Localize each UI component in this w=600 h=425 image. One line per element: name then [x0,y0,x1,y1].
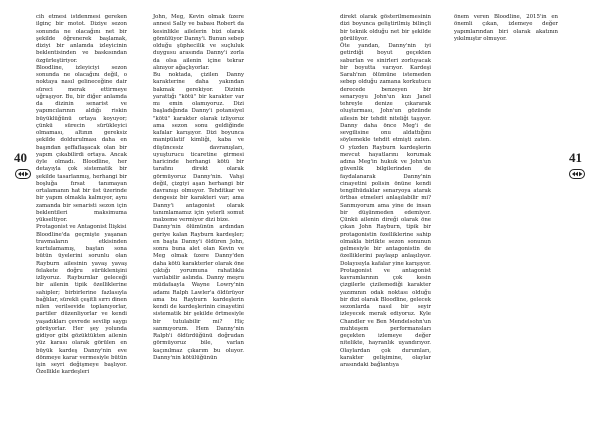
paragraph: Bloodline'da geçmişte yaşanan travmaların etkisinden kurtulamamış, baştan sona bütün üyelerini sorunlu olan Rayburn ailesinin yavaş yavaş felakete doğru sürüklenişini izliyoruz. Rayburnlar geleceği bir ailenin tipik özelliklerine sahipler; birbirlerine fazlasıyla bağlılar, sürekli çeşitli sırrı dinen nilen verilsevide toplanıyorlar, partiler düzenliyorlar ve kendi yaşadıkları çevrede sevilip saygı görüyorlar. Her şey yolunda gidiyor gibi gözüktükten ailenin yüz karası olarak görülen en büyük kardeş Danny'nin eve dönmeye karar vermesiyle bütün işin seyri değişmeye başlıyor. Özellikle kardeşleri [36,231,127,376]
page-number-left: 40 [14,150,27,165]
paragraph: Danny'nin ölümünün ardından geriye kalan Rayburn kardeşler; en başta Danny'i öldüren John, sonra buna alet olan Kevin ve Meg olmak üzere Danny'den daha kötü karakterler olarak öne çıktığı yorumuna rahatlıkla varılabilir aslında. Danny meşru müdafaayla Wayne Lowry'nin adamı Ralph Lawler'a öldürüyor ama bu Rayburn kardeşlerin kendi de kardeşlerinin cinayetini sistematik bir şekilde örtmesiyle bir tutulabilir mi? Hiç sanmıyorum. Hem Danny'nin Ralph'i öldürdüğünü doğrudan görmüyoruz bile, varlan kaçınılmaz çıkarım bu oluyor. Danny'nin kötülüğünün [153,224,244,361]
text-column-4 [454,14,558,43]
text-column-1 [36,14,127,377]
rewind-play-icon [15,169,31,179]
rewind-play-icon [569,169,585,179]
text-column-2 [153,14,244,362]
paragraph: önem veren Bloodline, 2015'in en önemli çıkan, izlemeye değer yapımlarından biri olarak akatının yıkılmıştır olmuyor. [454,14,558,42]
section-heading: Protagonist ve Antagonist İlişkisi [36,224,127,231]
text-column-3 [340,14,431,369]
paragraph: cih etmesi istdenmesi gereken ilginç bir motot. Diziye sezon sonunda ne olacağını net bir şekilde öğrenerek başlamak, diziyi bir anlamda izleyicinin beklentisinden ve baskısından özgürleştiriyor. [36,14,127,64]
paragraph: Protagonist ve antagonist kavramlarının çok kesin çizgilerle çizilemediği karakter yazımının odak noktası olduğu bir dizi olarak Bloodline, gelecek sezonlarda nasıl bir seyir izleyecek merak ediyoruz. Kyle Chandler ve Ben Mendelsohn'un muhteşem performansları geçekten izlemeye değer nitelikte, hayranlık uyandırıyor. Olaylardan çok durumları, karakter gelişimine, olaylar arasındaki bağlantıya [340,267,431,368]
paragraph: direkt olarak gösterilmemesinin dizi boyunca geliştirilmiş bilinçli bir teknik olduğu net bir şekilde görülüyor. [340,14,431,42]
paragraph: Bu noktada, çizilen Danny karakterine daha yakından bakmak gerekiyor. Dizinin yarattığı "kötü" bir karakter var mı emin olamıyoruz. Dizi başladığında Danny'i potansiyel "kötü" karakter olarak izliyoruz ama sezon sonu geldiğinde kafalar karışıyor. Dizi boyunca manipülatif kimliği, kaba ve düşüncesiz davranışları, uyuşturucu ticaretine girmesi haricinde herhangi kötü bir tarafını direkt olarak görmüyoruz Danny'nin. Vahşi değil, çizgiyi aşan herhangi bir davranışı olmuyor. Tehditkar ve dengesiz bir karakteri var; ama Danny'i antagonist olarak tanımlamamız için yeterli somut malzeme vermiyor dizi bize. [153,72,244,223]
page-number-right: 41 [569,150,582,165]
paragraph: Öte yandan, Danny'nin iyi getirdiği boyut geçekten saburlan ve sinirleri zorluyacak bir boyutta varıyor. Kardeşi Sarah'nın ölümüne istemeden sebep olduğu zamana korkutucu derecede benzeyen bir senaryoyu John'un kızı Janel tehreyle denize çıkararak oluşturması, John'un gözünde ailesin bir tehdit niteliği taşıyor. Danny daha önce Meg'i de sevgilisine onu aldattığını söylemekle tehdit etmişti zaten. O yüzden Rayburn kardeşlerin mevcut hayatlarını korumak adına Meg'in hukuk ve John'un güvenlik bilgilerinden de faydalanarak Danny'nin cinayetini polisin önüne kendi tengilhüdaklar senaryoya atarak örtbas etmeleri anlaşılabilir mi? Sanmıyorum ama yine de insan bir düşünmeden edemiyor. Çünkü ailenin direği olarak öne çıkan John Rayburn, tipik bir protagonistin özelliklerine sahip olmakla birlikte sezon sonunun gelmesiyle bir antagonistin de özelliklerini paylaşıp anlaşılıyor. Dolayısıyla kafalar yine karışıyor. [340,43,431,267]
paragraph: Bloodline, izleyiciyi sezon sonunda ne olacağını değil, o noktaya nasıl gelineceğine dair süreci merak ettirmeye uğraşıyor. Bu, bir diğer anlamda da dizinin senarist ve yapımcılarının aldığı riskin büyüklüğünü ortaya koyuyor; çünkü sürecin sürükleyici olmaması, altının gereksiz şekilde doldurulması daha en başından şeffaflaşacak olan bir yapım çıkabilirdi ortaya. Ancak öyle olmadı. Bloodline, her detayıyla çok sistematik bir şekilde tasarlanmış, herhangi bir boşluğa fırsat tanımayan ortalamanın hat bir üst üzerinde bir yapım olmakla kalmıyor, aynı zamanda bir senaristi sezon için beklentileri maksimuma yükseltiyor. [36,64,127,223]
paragraph: John, Meg, Kevin olmak üzere annesi Sally ve babası Robert da kesinlikle ailelerin bizi olarak gömülüyor Danny'i. Bunun sebep olduğu şüphecilik ve suçluluk duygusu arasında Danny'i zorla da olsa ailenin içine tekrar alınıyor ağaçlıyorlar. [153,14,244,71]
